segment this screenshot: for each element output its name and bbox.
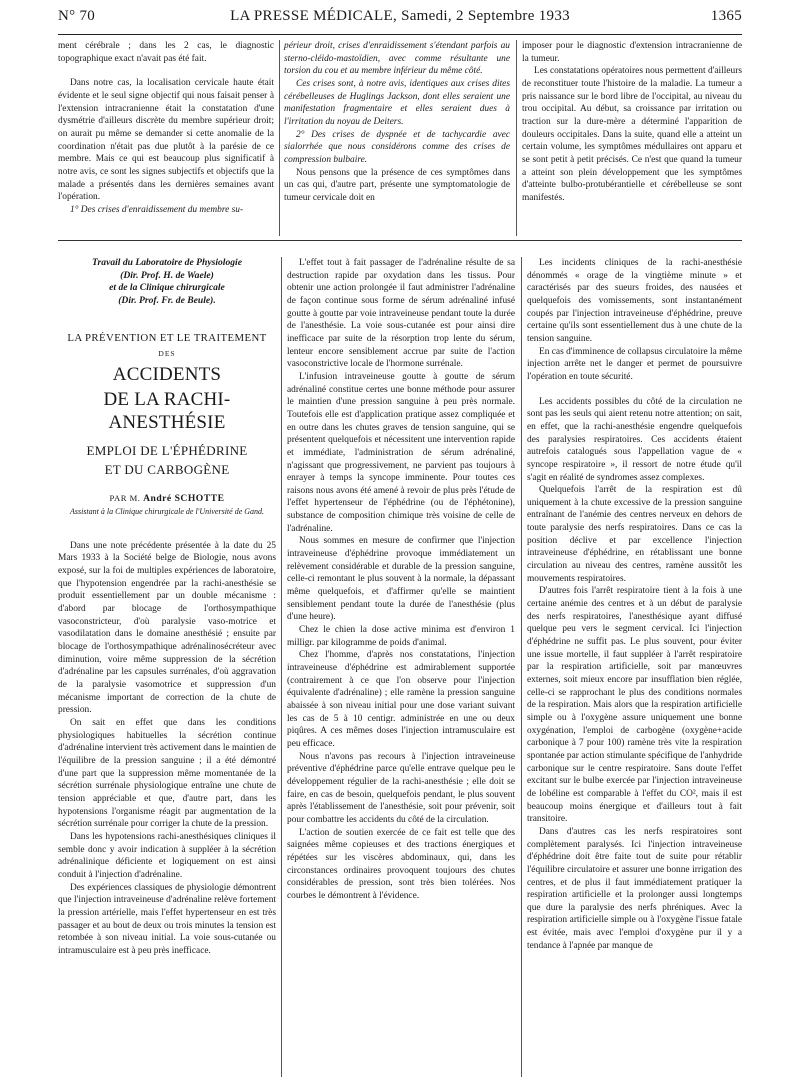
article-column-2 <box>287 257 515 1077</box>
top-column-1 <box>58 40 274 236</box>
paragraph: Dans notre cas, la localisation cervicale haute était évidente et le seul signe objectif qui nous faisait penser à l'extension intracranienne était la constatation d'une dysmétrie d'ailleurs discrète du membre supérieur droit; on aurait pu même se demander si cette anomalie de la coordination n'était pas due plutôt à la parésie de ce membre. Mais ce qui est beaucoup plus significatif à notre avis, ce sont les signes subjectifs et objectifs que la malade a présentés dans les dernières semaines avant l'opération. <box>58 78 274 203</box>
top-column-3 <box>522 40 742 236</box>
article-column-1 <box>58 257 276 1077</box>
paragraph: Dans les hypotensions rachi-anesthésiques cliniques il semble donc y avoir indication à suppléer à la sécrétion adrénalinique déficiente et logiquement on est ainsi conduit à l'injection d'adrénaline. <box>58 831 276 880</box>
masthead-title: LA PRESSE MÉDICALE, Samedi, 2 Septembre 1933 <box>230 8 570 24</box>
article-credit: Travail du Laboratoire de Physiologie (Dir. Prof. H. de Waele) et de la Clinique chirurgicale (Dir. Prof. Fr. de Beule). <box>92 257 242 306</box>
article-body <box>58 540 276 958</box>
article-headline-2: DE LA RACHI-ANESTHÉSIE <box>103 388 231 433</box>
column-rule <box>521 257 522 1077</box>
column-rule <box>281 257 282 1077</box>
paragraph: Nous n'avons pas recours à l'injection intraveineuse préventive d'éphédrine parce qu'elle entrave quelque peu le développement régulier de la rachi-anesthésie ; elle doit se faire, en cas de besoin, quelquefois pendant, le plus souvent après l'établissement de l'anesthésie, soit pour prévenir, soit pour combattre les accidents du côté de la circulation. <box>287 751 515 825</box>
article-kicker-des: DES <box>158 349 176 358</box>
column-rule <box>516 40 517 236</box>
article-byline <box>58 492 276 506</box>
article-column-3 <box>527 257 742 1077</box>
issue-number: N° 70 <box>58 8 96 24</box>
article-subhead-2: ET DU CARBOGÈNE <box>104 461 230 477</box>
paragraph: imposer pour le diagnostic d'extension intracranienne de la tumeur. <box>522 41 742 64</box>
article-headline-1: ACCIDENTS <box>112 363 222 385</box>
paragraph: Les constatations opératoires nous permettent d'ailleurs de reconstituer toute l'histoire de la maladie. La tumeur a pris naissance sur le bord libre de l'occipital, au niveau du trou occipital. Au début, sa croissance par irritation ou traction sur la dure-mère a déterminé l'apparition de douleurs occipitales. Dans la suite, quand elle a atteint un certain volume, les symptômes médullaires ont apparu et se sont petit à petit précisés. Ce n'est que quand la tumeur a atteint son plein développement que les symptômes d'atteinte bulbo-protubérantielle et cérébelleuse se sont manifestés. <box>522 66 742 203</box>
paragraph: Nous pensons que la présence de ces symptômes dans un cas qui, d'autre part, présente une symptomatologie de tumeur cervicale doit en <box>284 167 510 203</box>
paragraph: L'action de soutien exercée de ce fait est telle que des saignées même copieuses et des tractions énergiques et répétées sur les viscères abdominaux, qui, dans les circonstances ordinaires provoquent toujours des chutes considérables de pression, sont très bien tolérées. Nos courbes le démontrent à l'évidence. <box>287 827 515 901</box>
paragraph: Chez le chien la dose active minima est d'environ 1 milligr. par kilogramme de poids d'animal. <box>287 625 515 648</box>
paragraph: Dans une note précédente présentée à la date du 25 Mars 1933 à la Société belge de Biologie, nous avons exposé, sur la foi de multiples expériences de laboratoire, que l'hypotension engendrée par la rachi-anesthésie se produit essentiellement par un double mécanisme : d'abord par blocage de l'orthosympathique vasoconstricteur, d'où paralysie vaso-motrice et vasodilatation dans le domaine anesthésié ; ensuite par blocage de l'orthosympathique adrénalinosécréteur avec diminution, voire même suppression de la sécrétion d'adrénaline par les capsules surrénales, d'où aggravation de la paralysie vasomotrice et suppression d'un mécanisme important de correction de la chute de pression. <box>58 540 276 716</box>
page-number: 1365 <box>710 8 742 24</box>
paragraph: En cas d'imminence de collapsus circulatoire la même injection arrête net le danger et permet de poursuivre l'opération en toute sécurité. <box>527 346 742 382</box>
paragraph: 2° Des crises de dyspnée et de tachycardie avec sialorrhée que nous considérons comme des crises de compression bulbaire. <box>284 129 510 165</box>
column-rule <box>279 40 280 236</box>
author-name: André SCHOTTE <box>143 492 225 504</box>
paragraph: Chez l'homme, d'après nos constatations, l'injection intraveineuse d'éphédrine est admirablement supportée (contrairement à ce que l'on observe pour l'injection équivalente d'adrénaline) ; elle ramène la pression sanguine abaissée à son niveau initial pour une dose variant suivant les cas de 5 à 10 centigr. administrée en une ou deux piqûres. A ces mêmes doses l'injection intramusculaire est peu efficace. <box>287 650 515 749</box>
paragraph: L'effet tout à fait passager de l'adrénaline résulte de sa destruction rapide par oxydation dans les tissus. Pour obtenir une action prolongée il faut administrer l'adrénaline de façon continue sous forme de sérum adrénaliné infusé goutte à goutte par voie intraveineuse pendant toute la durée de l'anesthésie. La voie sous-cutanée est pour ainsi dire inefficace par suite de la résorption trop lente du sérum, lenteur encore sensiblement accrue par suite de l'action vasoconstrictive locale de l'hormone surrénale. <box>287 258 515 370</box>
paragraph: Nous sommes en mesure de confirmer que l'injection intraveineuse d'éphédrine provoque immédiatement un relèvement considérable et durable de la pression sanguine, celle-ci remontant le plus souvent à la normale, la dépassant même quelquefois, et d'affirmer qu'elle se maintient sensiblement pendant toute la durée de l'anesthésie (plus d'une heure). <box>287 536 515 623</box>
paragraph: 1° Des crises d'enraidissement du membre su- <box>70 204 244 215</box>
author-affiliation: Assistant à la Clinique chirurgicale de l'Université de Gand. <box>69 507 265 517</box>
paragraph: Dans d'autres cas les nerfs respiratoires sont complètement paralysés. Ici l'injection intraveineuse d'éphédrine doit être faite tout de suite pour rétablir l'équilibre circulatoire et assurer une bonne irrigation des centres, et de plus il faut immédiatement pratiquer la respiration artificielle et la prolonger aussi longtemps que dure la paralysie des nerfs phréniques. Avec la respiration artificielle simple ou à l'oxygène l'issue fatale est évitée, mais avec l'emploi d'oxygène pur il y a tendance à l'apnée par manque de <box>527 826 742 951</box>
header-rule <box>58 34 742 35</box>
paragraph: On sait en effet que dans les conditions physiologiques habituelles la sécrétion continue d'adrénaline intervient très activement dans le maintien de l'équilibre de la pression sanguine ; il a été démontré d'une part que la suppression même momentanée de la sécrétion surrénale physiologique entraîne une chute de tension appréciable et que, d'autre part, dans les hypotensions l'organisme réagit par augmentation de la sécrétion surrénale pour corriger la chute de la pression. <box>58 718 277 830</box>
paragraph: ment cérébrale ; dans les 2 cas, le diagnostic topographique exact n'avait pas été fait. <box>58 41 274 64</box>
paragraph: Quelquefois l'arrêt de la respiration est dû uniquement à la chute excessive de la pression sanguine entraînant de l'anémie des centres nerveux en dehors de toute paralysie des nerfs respiratoires. Dans ce cas la position déclive et par excellence l'injection intraveineuse d'éphédrine, en rétablissant une bonne circulation au niveau des centres, ramène aussitôt les mouvements respiratoires. <box>527 485 742 584</box>
paragraph: Des expériences classiques de physiologie démontrent que l'injection intraveineuse d'adrénaline relève fortement la pression artérielle, mais l'effet hypertenseur en est très passager et au bout de deux ou trois minutes la tension est retombée à son niveau initial. La voie sous-cutanée ou intramusculaire est à peu près inefficace. <box>58 882 276 956</box>
section-rule <box>58 240 742 241</box>
paragraph: L'infusion intraveineuse goutte à goutte de sérum adrénaliné constitue certes une bonne méthode pour assurer le maintien d'une pression sanguine à peu près normale. Toutefois elle est d'application pratique assez compliquée et en outre dans les chutes graves de tension sanguine, qui se présentent quelquefois et nécessitent une intervention rapide et immédiate, l'administration de sérum adrénaliné, n'agissant que progressivement, ne parvient pas toujours à enrayer à temps la syncope imminente. Pour toutes ces raisons nous avons été amené à revoir de plus près l'étude de l'effet hypertenseur de l'éphédrine (ou de l'éphétonine), substance de composition chimique très voisine de celle de l'adrénaline. <box>287 371 515 534</box>
article-subhead-1: EMPLOI DE L'ÉPHÉDRINE <box>86 442 248 458</box>
paragraph: Les accidents possibles du côté de la circulation ne sont pas les seuls qui aient retenu notre attention; on sait, en effet, que la rachi-anesthésie engendre quelquefois des paralysies respiratoires. Ces accidents étaient autrefois catalogués sous l'appellation vague de « syncope respiratoire », il ressort de notre étude qu'il s'agit en réalité de syndromes assez complexes. <box>527 396 742 483</box>
article-kicker: LA PRÉVENTION ET LE TRAITEMENT <box>67 332 267 344</box>
paragraph: périeur droit, crises d'enraidissement s'étendant parfois au sterno-cléido-mastoïdien, avec comme résultante une torsion du cou et au membre inférieur du même côté. <box>284 41 510 77</box>
paragraph: Ces crises sont, à notre avis, identiques aux crises dites cérébelleuses de Huglings Jackson, dont elles seraient une manifestation fragmentaire et elles seraient dues à l'irritation du noyau de Deiters. <box>284 78 510 127</box>
paragraph: D'autres fois l'arrêt respiratoire tient à la fois à une certaine anémie des centres et à un début de paralysie des nerfs respiratoires, l'anesthésique ayant diffusé quelque peu vers le segment cervical. Ici l'injection d'éphédrine ne suffit pas. Le plus souvent, pour éviter une issue mortelle, il faut suppléer à l'arrêt respiratoire par la respiration artificielle, soit par manœuvres externes, soit mieux encore par insufflation bien réglée, celle-ci se rapprochant le plus des conditions normales de la respiration. Mais alors que la respiration artificielle simple ou à l'oxygène assure uniquement une bonne oxygénation, l'emploi de carbogène (oxygène+acide carbonique à 7 pour 100) ramène très vite la respiration spontanée par action stimulante spécifique de l'anhydride carbonique sur le centre respiratoire. Sans doute l'effet excitant sur le bulbe exercée par l'injection intraveineuse de lobéline est comparable à l'effet du CO², mais il est beaucoup moins énergique et d'ailleurs tout à fait transitoire. <box>527 586 742 825</box>
top-column-2 <box>284 40 510 236</box>
page-header <box>58 6 742 30</box>
paragraph: Les incidents cliniques de la rachi-anesthésie dénommés « orage de la vingtième minute » et caractérisés par des sueurs froides, des nausées et quelquefois des vomissements, sont instantanément coupés par l'injection intraveineuse d'éphédrine, preuve certaine qu'ils sont essentiellement dus à une chute de la tension sanguine. <box>527 258 742 344</box>
byline-prefix: PAR M. <box>109 492 141 503</box>
